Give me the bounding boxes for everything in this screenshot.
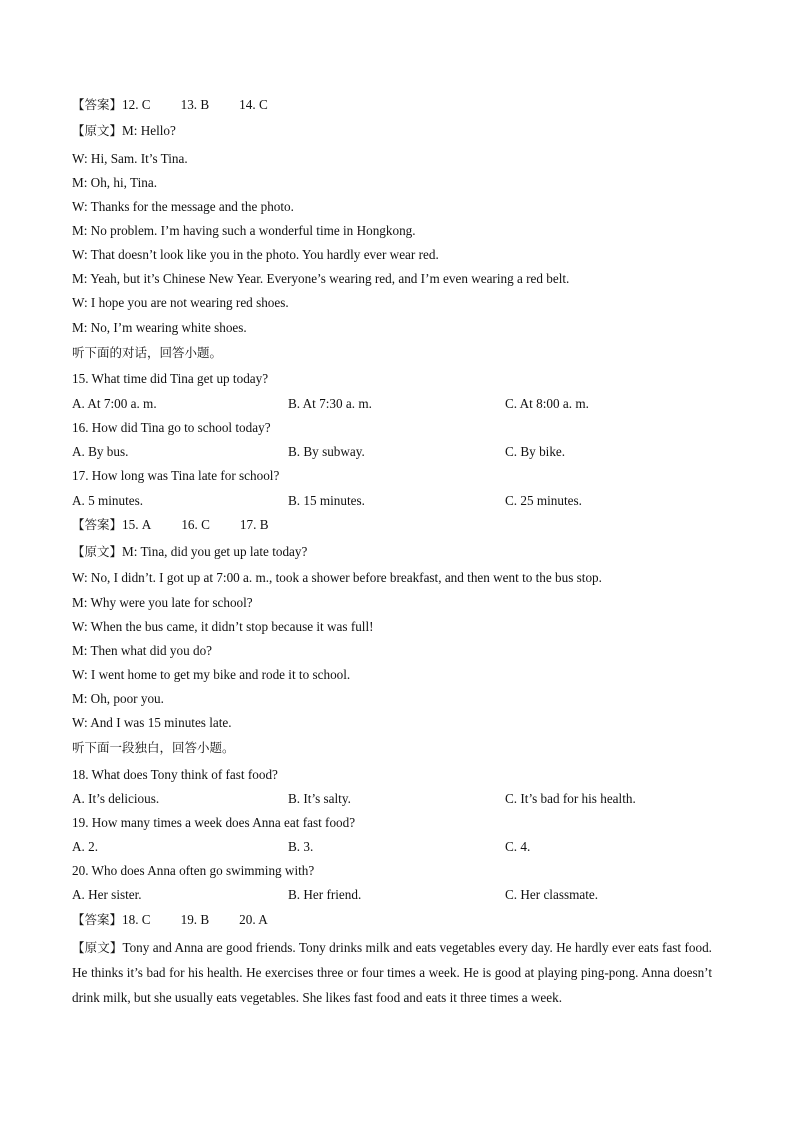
answer-tag: 【答案】 [72, 912, 123, 927]
script-line: W: Hi, Sam. It’s Tina. [72, 151, 188, 166]
option-a: A. At 7:00 a. m. [72, 396, 157, 411]
answer-item: 15. A [122, 517, 152, 532]
script-tag: 【原文】 [72, 940, 123, 955]
monologue-text: Tony and Anna are good friends. Tony drinks milk and eats vegetables every day. He hardly ever eats fast food. He thinks it’s bad for his health. He exercises three or four times a week. He is good at playing ping-pong. Anna doesn’t drink milk, but she usually eats vegetables. She likes fast food and eats it three times a week. [72, 940, 712, 1005]
script-line: M: Why were you late for school? [72, 595, 253, 610]
answer-item: 14. C [239, 97, 268, 112]
option-a: A. Her sister. [72, 887, 142, 902]
script-line: W: That doesn’t look like you in the photo. You hardly ever wear red. [72, 247, 439, 262]
script-line: W: I hope you are not wearing red shoes. [72, 295, 289, 310]
option-a: A. It’s delicious. [72, 791, 160, 806]
answer-tag: 【答案】 [72, 517, 123, 532]
script-line: M: Yeah, but it’s Chinese New Year. Everyone’s wearing red, and I’m even wearing a red belt. [72, 271, 570, 286]
option-c: C. Her classmate. [505, 887, 599, 902]
section-instruction: 听下面的对话，回答小题。 [72, 345, 223, 360]
answer-item: 18. C [122, 912, 151, 927]
option-a: A. 5 minutes. [72, 493, 144, 508]
option-b: B. At 7:30 a. m. [288, 396, 372, 411]
answer-item: 17. B [239, 517, 269, 532]
option-a: A. 2. [72, 839, 99, 854]
answer-line-18-20 [72, 912, 268, 928]
script-line: W: Thanks for the message and the photo. [72, 199, 294, 214]
script-line: W: No, I didn’t. I got up at 7:00 a. m., took a shower before breakfast, and then went to the bus stop. [72, 570, 602, 585]
option-c: C. 25 minutes. [505, 493, 582, 508]
answer-item: 20. A [239, 912, 268, 927]
script-line: W: When the bus came, it didn’t stop because it was full! [72, 619, 374, 634]
option-c: C. At 8:00 a. m. [505, 396, 589, 411]
option-a: A. By bus. [72, 444, 129, 459]
script-line: M: Then what did you do? [72, 643, 213, 658]
option-b: B. It’s salty. [288, 791, 351, 806]
answer-item: 16. C [181, 517, 210, 532]
script-line: W: I went home to get my bike and rode it to school. [72, 667, 351, 682]
option-c: C. 4. [505, 839, 531, 854]
section-instruction: 听下面一段独白，回答小题。 [72, 740, 235, 755]
question-18: 18. What does Tony think of fast food? [72, 767, 278, 782]
script-line: 【原文】M: Tina, did you get up late today? [72, 544, 308, 559]
option-b: B. 15 minutes. [288, 493, 365, 508]
script-line: M: No problem. I’m having such a wonderful time in Hongkong. [72, 223, 416, 238]
script-line: M: No, I’m wearing white shoes. [72, 320, 247, 335]
option-c: C. It’s bad for his health. [505, 791, 636, 806]
option-b: B. 3. [288, 839, 314, 854]
answer-tag: 【答案】 [72, 97, 123, 112]
script-line: M: Oh, poor you. [72, 691, 164, 706]
answer-line-12-14 [72, 97, 268, 113]
question-19: 19. How many times a week does Anna eat fast food? [72, 815, 356, 830]
monologue-script [72, 935, 712, 1010]
question-20: 20. Who does Anna often go swimming with? [72, 863, 315, 878]
script-tag: 【原文】 [72, 123, 123, 138]
script-line: W: And I was 15 minutes late. [72, 715, 232, 730]
script-tag: 【原文】 [72, 544, 123, 559]
question-16: 16. How did Tina go to school today? [72, 420, 271, 435]
option-b: B. Her friend. [288, 887, 362, 902]
question-15: 15. What time did Tina get up today? [72, 371, 269, 386]
answer-item: 13. B [180, 97, 210, 112]
option-c: C. By bike. [505, 444, 566, 459]
question-17: 17. How long was Tina late for school? [72, 468, 280, 483]
answer-line-15-17 [72, 517, 268, 533]
option-b: B. By subway. [288, 444, 365, 459]
script-line: M: Oh, hi, Tina. [72, 175, 158, 190]
script-line: 【原文】M: Hello? [72, 123, 176, 138]
answer-item: 12. C [122, 97, 151, 112]
answer-item: 19. B [180, 912, 210, 927]
